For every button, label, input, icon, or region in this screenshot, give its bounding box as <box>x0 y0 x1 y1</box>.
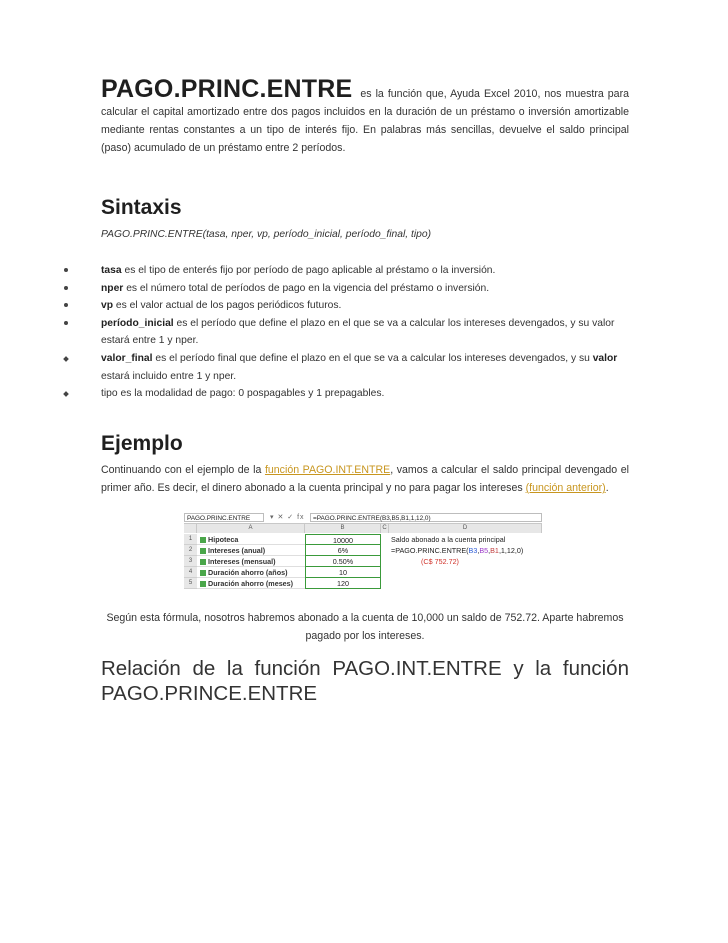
row-header: 4 <box>184 567 197 578</box>
bullet-icon <box>63 391 69 397</box>
table-cell: 120 <box>305 578 381 589</box>
row-header: 3 <box>184 556 197 567</box>
sintaxis-heading: Sintaxis <box>101 196 182 219</box>
parameter-list <box>64 262 628 403</box>
square-marker-icon <box>200 570 206 576</box>
fx-icon: ▾ ✕ ✓ fx <box>270 514 305 521</box>
list-item: período_inicial es el período que define el plazo en el que se va a calcular los intereses devengados, y su valor estará entre 1 y nper. <box>64 315 628 350</box>
column-header-a: A <box>197 524 305 533</box>
table-cell: Saldo abonado a la cuenta principal <box>391 535 506 544</box>
table-cell: 10000 <box>305 534 381 545</box>
list-item: tipo es la modalidad de pago: 0 pospagables y 1 prepagables. <box>64 385 628 403</box>
link-pago-int-entre[interactable]: función PAGO.INT.ENTRE <box>264 464 391 476</box>
bullet-icon <box>64 303 68 307</box>
formula-input: =PAGO.PRINC.ENTRE(B3,B5,B1,1,12,0) <box>310 513 542 522</box>
table-cell: Hipoteca <box>197 534 305 545</box>
intro-text: es la función que, Ayuda Excel 2010, nos muestra para calcular el capital amortizado entre dos pagos incluidos en la duración de un préstamo o inversión amortizable mediante rentas constantes a un tipo de interés fijo. En palabras más sencillas, devuelve el saldo principal (paso) acumulado de un préstamo entre 2 períodos. <box>101 88 629 154</box>
bullet-icon <box>63 356 69 362</box>
list-item: tasa es el tipo de enterés fijo por período de pago aplicable al préstamo o la inversión. <box>64 262 628 280</box>
formula-cell: =PAGO.PRINC.ENTRE(B3,B5,B1,1,12,0) <box>391 546 524 555</box>
spreadsheet-image <box>184 512 542 601</box>
table-cell: 6% <box>305 545 381 556</box>
square-marker-icon <box>200 581 206 587</box>
corner-cell <box>184 524 197 533</box>
row-header: 2 <box>184 545 197 556</box>
bullet-icon <box>64 268 68 272</box>
list-item: nper es el número total de períodos de pago en la vigencia del préstamo o inversión. <box>64 280 628 298</box>
function-title: PAGO.PRINC.ENTRE <box>101 75 353 103</box>
table-cell: Duración ahorro (años) <box>197 567 305 578</box>
column-header-d: D <box>389 524 542 533</box>
column-header-c: C <box>381 524 389 533</box>
table-cell: Duración ahorro (meses) <box>197 578 305 589</box>
table-cell: 10 <box>305 567 381 578</box>
bullet-icon <box>64 321 68 325</box>
square-marker-icon <box>200 548 206 554</box>
relacion-heading: Relación de la función PAGO.INT.ENTRE y la función PAGO.PRINCE.ENTRE <box>101 657 629 705</box>
table-cell: Intereses (mensual) <box>197 556 305 567</box>
name-box: PAGO.PRINC.ENTRE <box>184 513 264 522</box>
figure-caption: Según esta fórmula, nosotros habremos abonado a la cuenta de 10,000 un saldo de 752.72. Aparte habremos pagado por los intereses. <box>106 612 624 642</box>
table-cell: 0.50% <box>305 556 381 567</box>
intro-paragraph <box>101 75 629 157</box>
bullet-icon <box>64 286 68 290</box>
formula-bar <box>184 512 542 524</box>
table-cell: Intereses (anual) <box>197 545 305 556</box>
row-header: 1 <box>184 534 197 545</box>
list-item: vp es el valor actual de los pagos periódicos futuros. <box>64 297 628 315</box>
link-funcion-anterior[interactable]: (función anterior) <box>525 482 606 494</box>
row-header: 5 <box>184 578 197 589</box>
column-header-b: B <box>305 524 381 533</box>
list-item: valor_final es el período final que define el plazo en el que se va a calcular los intereses devengados, y su valor estará incluido entre 1 y nper. <box>64 350 628 385</box>
ejemplo-heading: Ejemplo <box>101 432 183 455</box>
square-marker-icon <box>200 559 206 565</box>
result-cell: (C$ 752.72) <box>421 557 459 566</box>
syntax-signature: PAGO.PRINC.ENTRE(tasa, nper, vp, período_inicial, período_final, tipo) <box>101 229 432 240</box>
square-marker-icon <box>200 537 206 543</box>
ejemplo-paragraph: Continuando con el ejemplo de la función PAGO.INT.ENTRE, vamos a calcular el saldo principal devengado el primer año. Es decir, el dinero abonado a la cuenta principal y no para pagar los intereses (función anterior). <box>101 464 629 494</box>
